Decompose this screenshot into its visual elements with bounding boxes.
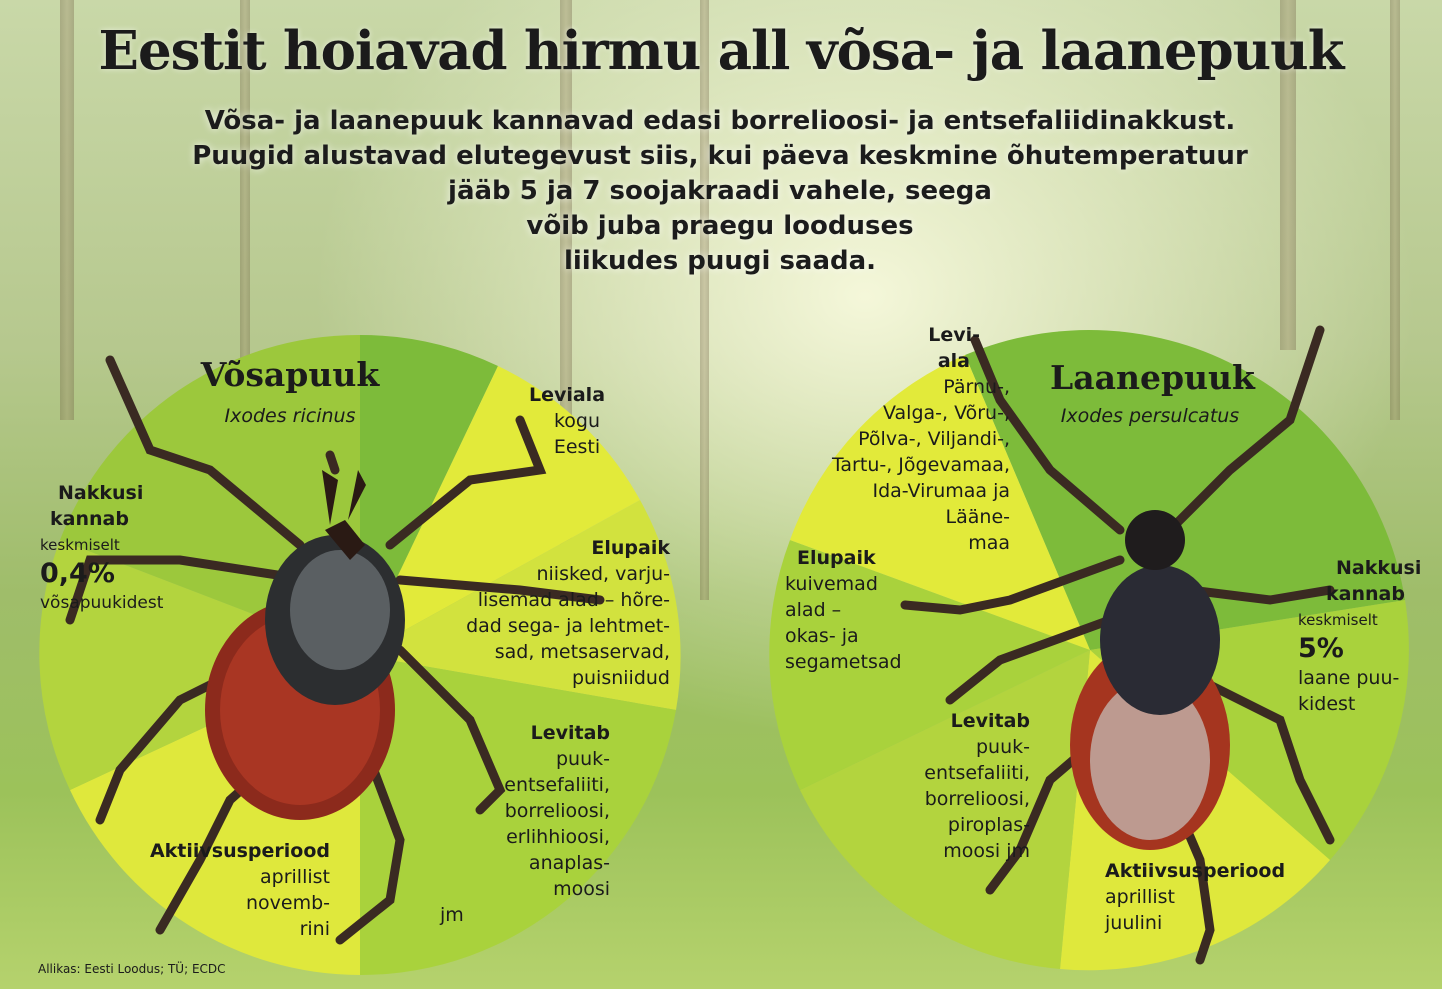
left-activity-title: Aktiivsusperiood bbox=[149, 840, 330, 862]
right-activity-title: Aktiivsusperiood bbox=[1105, 860, 1286, 882]
right-species-name: Laanepuuk bbox=[1050, 358, 1255, 397]
left-habitat-line: dad sega- ja lehtmet- bbox=[466, 615, 670, 637]
right-range-line: maa bbox=[968, 532, 1010, 554]
intro-line: võib juba praegu looduses bbox=[526, 211, 914, 241]
right-spreads-title: Levitab bbox=[950, 710, 1030, 732]
right-range-line: Pärnu-, bbox=[943, 376, 1010, 398]
left-range bbox=[512, 382, 622, 460]
left-habitat-line: lisemad alad – hõre- bbox=[477, 589, 670, 611]
right-infection-percent: 5% bbox=[1298, 633, 1344, 664]
right-habitat bbox=[785, 545, 935, 675]
left-infection-line: kannab bbox=[50, 508, 129, 530]
intro-line: jääb 5 ja 7 soojakraadi vahele, seega bbox=[448, 176, 992, 206]
left-infection-line: võsapuukidest bbox=[40, 593, 164, 613]
left-activity bbox=[145, 838, 330, 942]
right-activity-line: aprillist bbox=[1105, 886, 1175, 908]
left-spreads-line: entsefaliiti, bbox=[504, 774, 610, 796]
right-activity-line: juulini bbox=[1105, 912, 1163, 934]
left-spreads-line: borrelioosi, bbox=[504, 800, 610, 822]
left-range-title: Leviala bbox=[528, 384, 606, 406]
left-species-name: Võsapuuk bbox=[200, 355, 380, 394]
right-activity bbox=[1105, 858, 1295, 936]
left-spreads-title: Levitab bbox=[530, 722, 610, 744]
left-habitat-line: niisked, varju- bbox=[536, 563, 670, 585]
right-spreads-line: moosi jm bbox=[943, 840, 1030, 862]
right-spreads-line: entsefaliiti, bbox=[924, 762, 1030, 784]
left-habitat bbox=[460, 535, 670, 691]
left-habitat-title: Elupaik bbox=[591, 537, 670, 559]
right-spreads-line: borrelioosi, bbox=[924, 788, 1030, 810]
left-infection bbox=[40, 480, 220, 616]
left-infection-line: keskmiselt bbox=[40, 536, 120, 554]
left-spreads-line: erlihhioosi, bbox=[506, 826, 610, 848]
right-habitat-line: segametsad bbox=[785, 651, 902, 673]
right-habitat-line: kuivemad bbox=[785, 573, 878, 595]
left-activity-line: novemb- bbox=[245, 892, 330, 914]
right-range-line: Tartu-, Jõgevamaa, bbox=[831, 454, 1010, 476]
right-spreads-line: puuk- bbox=[975, 736, 1030, 758]
left-spreads bbox=[440, 720, 610, 928]
intro-line: liikudes puugi saada. bbox=[563, 246, 877, 276]
left-species-latin: Ixodes ricinus bbox=[224, 405, 356, 427]
left-spreads-line: moosi bbox=[553, 878, 610, 900]
right-range-line: Põlva-, Viljandi-, bbox=[858, 428, 1010, 450]
right-infection bbox=[1298, 555, 1428, 717]
right-range-line: Valga-, Võru-, bbox=[883, 402, 1010, 424]
right-range-title: ala bbox=[937, 350, 970, 372]
left-range-line: Eesti bbox=[553, 436, 601, 458]
right-infection-line: kannab bbox=[1326, 583, 1405, 605]
right-infection-line: kidest bbox=[1298, 693, 1356, 715]
left-range-line: kogu bbox=[553, 410, 601, 432]
left-habitat-line: sad, metsaservad, bbox=[494, 641, 670, 663]
left-spreads-line: jm bbox=[440, 904, 464, 926]
right-range bbox=[810, 322, 1010, 556]
left-infection-line: Nakkusi bbox=[58, 482, 144, 504]
right-spreads-line: piroplas- bbox=[947, 814, 1030, 836]
right-infection-line: keskmiselt bbox=[1298, 611, 1378, 629]
right-spreads bbox=[860, 708, 1030, 864]
left-spreads-line: anaplas- bbox=[528, 852, 610, 874]
right-infection-line: laane puu- bbox=[1298, 667, 1400, 689]
left-spreads-line: puuk- bbox=[555, 748, 610, 770]
right-range-line: Lääne- bbox=[945, 506, 1010, 528]
right-habitat-line: okas- ja bbox=[785, 625, 859, 647]
source-note: Allikas: Eesti Loodus; TÜ; ECDC bbox=[38, 962, 226, 976]
right-infection-line: Nakkusi bbox=[1336, 557, 1422, 579]
left-activity-line: aprillist bbox=[260, 866, 330, 888]
right-range-line: Ida-Virumaa ja bbox=[872, 480, 1010, 502]
left-habitat-line: puisniidud bbox=[571, 667, 670, 689]
right-species-latin: Ixodes persulcatus bbox=[1060, 405, 1240, 427]
right-habitat-title: Elupaik bbox=[797, 547, 876, 569]
right-range-title: Levi- bbox=[928, 324, 980, 346]
right-habitat-line: alad – bbox=[785, 599, 842, 621]
intro-line: Võsa- ja laanepuuk kannavad edasi borrelioosi- ja entsefaliidinakkust. bbox=[204, 106, 1236, 136]
left-activity-line: rini bbox=[299, 918, 330, 940]
page-title: Eestit hoiavad hirmu all võsa- ja laanepuuk bbox=[98, 20, 1344, 82]
left-infection-percent: 0,4% bbox=[40, 558, 115, 589]
intro-line: Puugid alustavad elutegevust siis, kui päeva keskmine õhutemperatuur bbox=[192, 141, 1248, 171]
